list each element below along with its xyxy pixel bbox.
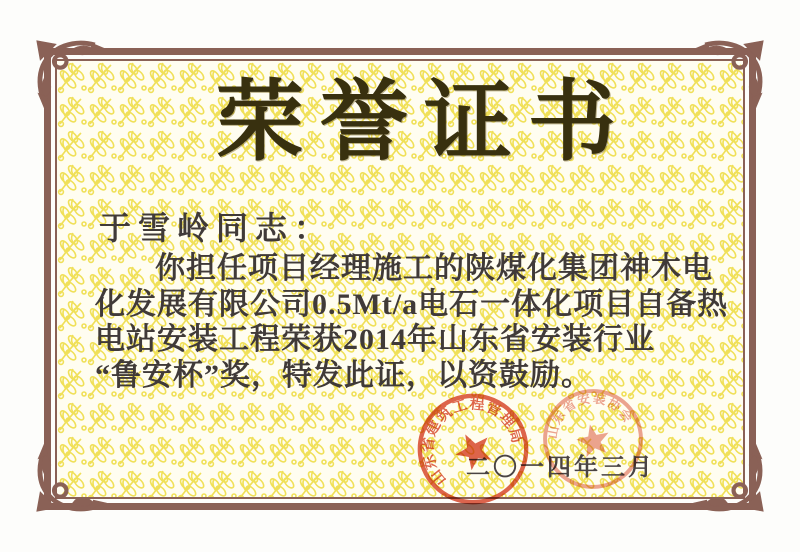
corner-ornament-bottom-left	[34, 438, 110, 514]
body-line: 电站安装工程荣获2014年山东省安装行业	[95, 323, 655, 356]
recipient-salutation: 于雪岭同志：	[99, 210, 334, 246]
issue-date: 二〇一四年三月	[466, 455, 655, 481]
seal-star-icon	[574, 421, 613, 458]
seal-arc-text: 山东省安装协会	[545, 391, 636, 440]
certificate-body	[95, 251, 729, 393]
corner-ornament-bottom-right	[690, 438, 766, 514]
certificate-title: 荣誉证书	[215, 75, 632, 172]
seal-arc-text: 山东省建筑工程管理局	[420, 396, 526, 488]
body-line: “鲁安杯”奖，特发此证，以资鼓励。	[95, 358, 592, 392]
issuer-seal-installation-association	[528, 374, 658, 504]
body-line: 你担任项目经理施工的陕煤化集团神木电	[155, 252, 713, 285]
seal-star-icon	[449, 426, 497, 474]
body-line: 化发展有限公司0.5Mt/a电石一体化项目自备热	[95, 287, 729, 321]
